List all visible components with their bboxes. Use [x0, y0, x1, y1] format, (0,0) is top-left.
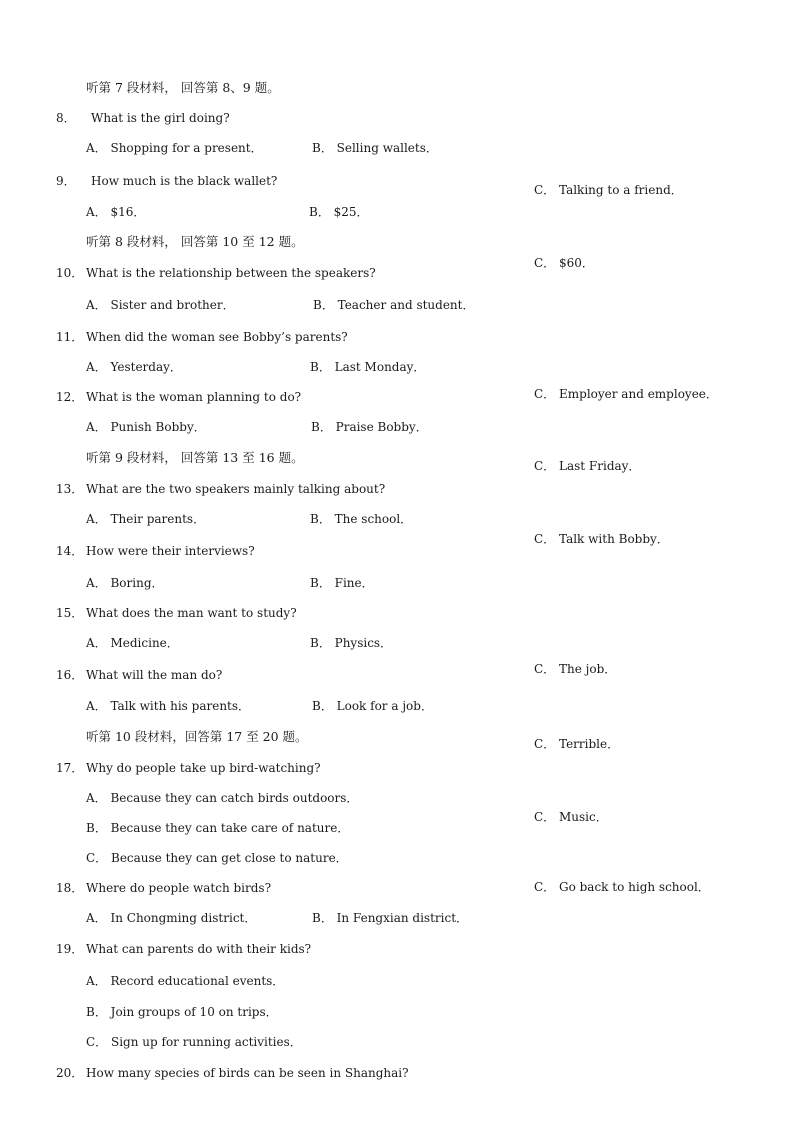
option-a: A． $16．: [86, 205, 146, 219]
option-c: C． Talking to a friend．: [534, 183, 683, 197]
question-number: 15．: [56, 606, 84, 620]
option-b: B． The school．: [310, 512, 413, 526]
option-c: C． Talk with Bobby．: [534, 532, 669, 546]
option-a: A． Shopping for a present．: [86, 141, 263, 155]
question-number: 10．: [56, 266, 84, 280]
question-text: Where do people watch birds?: [86, 881, 272, 895]
option-b: B． Fine．: [310, 576, 374, 590]
option-a: A． Punish Bobby．: [86, 420, 206, 434]
section-header-9: 听第 9 段材料， 回答第 13 至 16 题。: [86, 450, 304, 465]
question-number: 16．: [56, 668, 84, 682]
option-c: C． Music．: [534, 810, 608, 824]
question-text: How many species of birds can be seen in Shanghai?: [86, 1066, 409, 1080]
option-c: C． Because they can get close to nature．: [86, 851, 348, 865]
option-c: C． Last Friday．: [534, 459, 641, 473]
question-text: How were their interviews?: [86, 544, 255, 558]
question-number: 17．: [56, 761, 84, 775]
option-b: B． Look for a job．: [312, 699, 433, 713]
option-a: A． Medicine．: [86, 636, 179, 650]
question-text: What is the relationship between the speakers?: [86, 266, 376, 280]
question-number: 9．: [56, 174, 76, 188]
option-a: A． Because they can catch birds outdoors．: [86, 791, 359, 805]
option-a: A． Sister and brother．: [86, 298, 235, 312]
option-a: A． Yesterday．: [86, 360, 182, 374]
option-c: C． Go back to high school．: [534, 880, 710, 894]
option-a: A． Talk with his parents．: [86, 699, 251, 713]
question-number: 13．: [56, 482, 84, 496]
option-c: C． The job．: [534, 662, 617, 676]
question-text: What are the two speakers mainly talking about?: [86, 482, 386, 496]
question-text: What will the man do?: [86, 668, 223, 682]
question-text: When did the woman see Bobby’s parents?: [86, 330, 348, 344]
question-number: 14．: [56, 544, 84, 558]
option-b: B． Because they can take care of nature．: [86, 821, 350, 835]
option-a: A． Their parents．: [86, 512, 206, 526]
question-text: What is the woman planning to do?: [86, 390, 302, 404]
question-text: What does the man want to study?: [86, 606, 297, 620]
option-b: B． Praise Bobby．: [311, 420, 428, 434]
section-header-7: 听第 7 段材料， 回答第 8、9 题。: [86, 80, 280, 95]
question-text: What can parents do with their kids?: [86, 942, 312, 956]
option-c: C． Sign up for running activities．: [86, 1035, 302, 1049]
section-header-8: 听第 8 段材料， 回答第 10 至 12 题。: [86, 234, 304, 249]
option-b: B． Join groups of 10 on trips．: [86, 1005, 278, 1019]
option-a: A． Boring．: [86, 576, 164, 590]
question-text: How much is the black wallet?: [91, 174, 278, 188]
section-header-10: 听第 10 段材料，回答第 17 至 20 题。: [86, 729, 308, 744]
option-c: C． $60．: [534, 256, 594, 270]
option-c: C． Terrible．: [534, 737, 620, 751]
option-b: B． $25．: [309, 205, 369, 219]
question-number: 19．: [56, 942, 84, 956]
question-text: Why do people take up bird-watching?: [86, 761, 321, 775]
option-c: C． Employer and employee．: [534, 387, 718, 401]
option-b: B． In Fengxian district．: [312, 911, 469, 925]
option-b: B． Selling wallets．: [312, 141, 438, 155]
question-number: 11．: [56, 330, 84, 344]
option-b: B． Physics．: [310, 636, 393, 650]
question-text: What is the girl doing?: [91, 111, 230, 125]
option-a: A． Record educational events．: [86, 974, 285, 988]
question-number: 8．: [56, 111, 76, 125]
question-number: 12．: [56, 390, 84, 404]
question-number: 20．: [56, 1066, 84, 1080]
option-b: B． Last Monday．: [310, 360, 426, 374]
option-b: B． Teacher and student．: [313, 298, 475, 312]
question-number: 18．: [56, 881, 84, 895]
option-a: A． In Chongming district．: [86, 911, 257, 925]
